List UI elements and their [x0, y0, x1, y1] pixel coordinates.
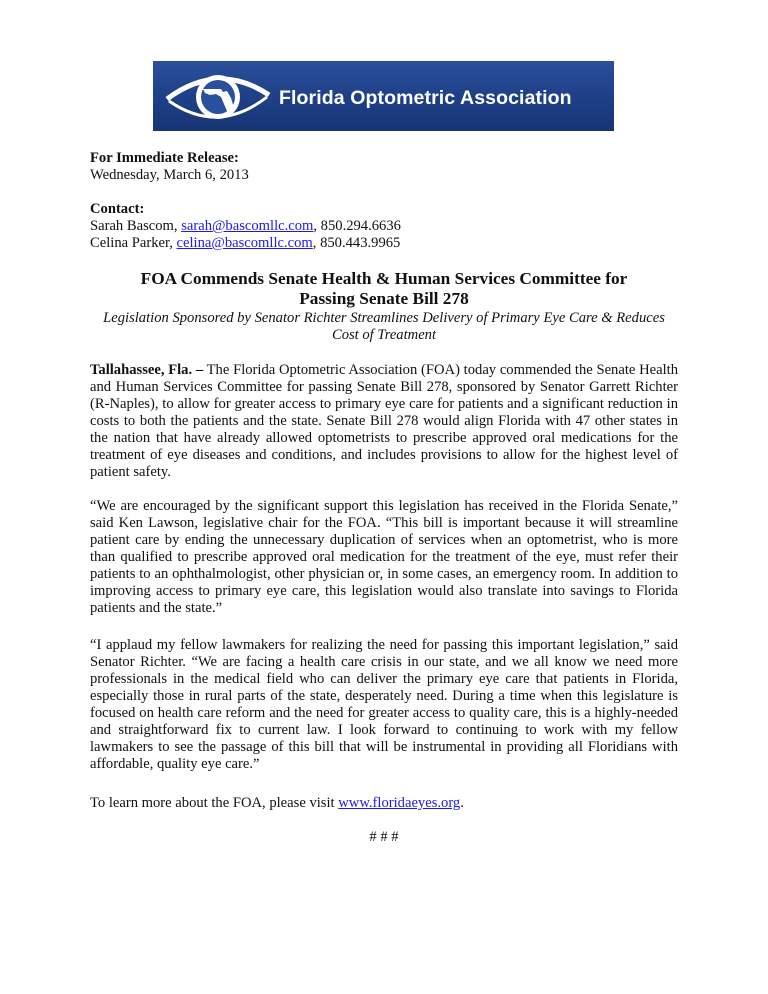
headline [90, 269, 678, 309]
subheadline-line: Legislation Sponsored by Senator Richter Streamlines Delivery of Primary Eye Care & Reduces [103, 310, 665, 326]
dateline: Tallahassee, Fla. – [90, 362, 204, 378]
contact-phone: , 850.294.6636 [313, 218, 401, 234]
paragraph-text: To learn more about the FOA, please visit [90, 795, 339, 811]
contact-line [90, 235, 401, 252]
paragraph-text: The Florida Optometric Association (FOA) today commended the Senate Health and Human Services Committee for passing Senate Bill 278, sponsored by Senator Garrett Richter (R-Naples), to allow for greater access to primary eye care for patients and a significant reduction in costs to both the patients and the state. Senate Bill 278 would align Florida with 47 other states in the nation that have already allowed optometrists to prescribe approved oral medications for the treatment of eye diseases and conditions, and includes provisions to allow for the highest level of patient safety. [90, 362, 679, 480]
release-date: Wednesday, March 6, 2013 [90, 167, 249, 183]
headline-line: FOA Commends Senate Health & Human Services Committee for [140, 269, 628, 288]
subheadline [90, 310, 678, 344]
body-paragraph-4 [90, 795, 678, 812]
logo-text: Florida Optometric Association [279, 87, 572, 109]
contact-name: Sarah Bascom, [90, 218, 182, 234]
contact-label: Contact: [90, 201, 145, 217]
contact-block [90, 201, 401, 252]
body-paragraph-1 [90, 362, 678, 481]
end-mark: # # # [369, 829, 399, 845]
subheadline-line: Cost of Treatment [331, 327, 437, 343]
headline-line: Passing Senate Bill 278 [299, 289, 469, 308]
website-link[interactable]: www.floridaeyes.org [338, 795, 461, 811]
eye-florida-icon [163, 65, 273, 127]
contact-phone: , 850.443.9965 [312, 235, 401, 251]
foa-logo [153, 61, 614, 131]
release-block [90, 150, 249, 184]
body-paragraph-3: “I applaud my fellow lawmakers for realizing the need for passing this important legislation,” said Senator Richter. “We are facing a health care crisis in our state, and we all know we need more professionals in the medical field who can deliver the primary eye care that patients in Florida, especially those in rural parts of the state, desperately need. During a time when this legislature is focused on health care reform and the need for greater access to quality care, this is a highly-needed and straightforward fix to current law. I look forward to continuing to work with my fellow lawmakers to see the passage of this bill that will be instrumental in providing all Floridians with affordable, quality eye care.” [90, 637, 678, 772]
contact-email-link[interactable]: celina@bascomllc.com [176, 235, 313, 251]
paragraph-text: . [460, 795, 464, 811]
body-paragraph-2: “We are encouraged by the significant support this legislation has received in the Florida Senate,” said Ken Lawson, legislative chair for the FOA. “This bill is important because it will streamline patient care by ending the unnecessary duplication of services when an optometrist, who is more than qualified to prescribe approved oral medication for the treatment of the eye, must refer their patients to an ophthalmologist, other physician or, in some cases, an emergency room. In addition to improving access to primary eye care, this legislation would also translate into savings to Florida patients and the state.” [90, 498, 678, 616]
release-label: For Immediate Release: [90, 150, 239, 166]
contact-line [90, 218, 401, 235]
contact-name: Celina Parker, [90, 235, 177, 251]
contact-email-link[interactable]: sarah@bascomllc.com [181, 218, 314, 234]
